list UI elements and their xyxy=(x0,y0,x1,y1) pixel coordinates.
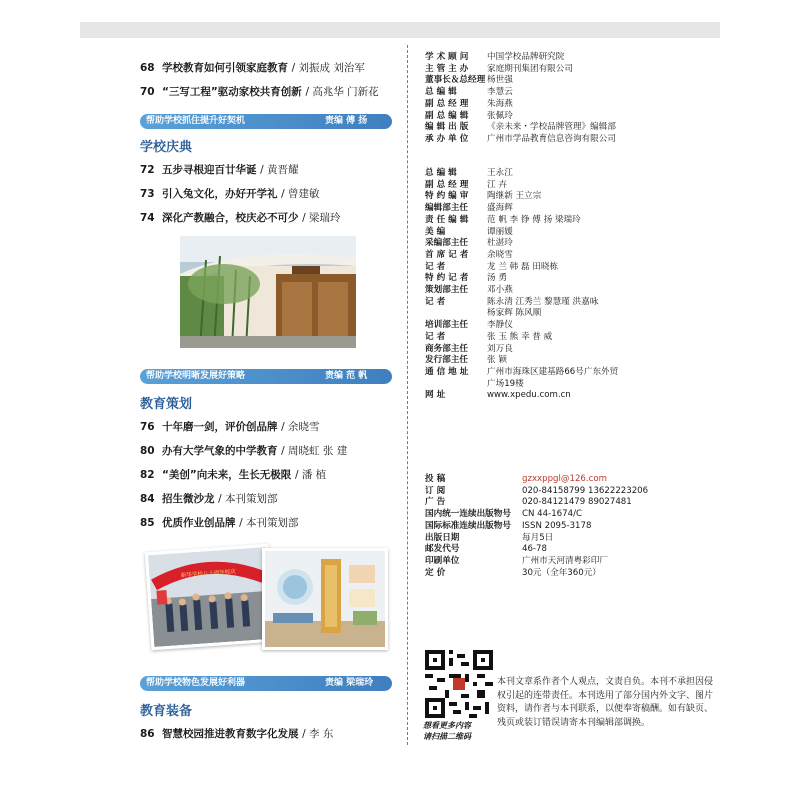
page-number: 85 xyxy=(140,517,155,529)
info-row: 广 告 020-84121479 89027481 xyxy=(425,497,632,508)
article-author: / 李 东 xyxy=(302,728,334,740)
section-title: 学校庆典 xyxy=(140,140,193,155)
article-title: 五步寻根迎百廿华诞 xyxy=(162,164,257,176)
info-row: 邮发代号 46-78 xyxy=(425,544,547,555)
info-row: 投 稿 gzxxppgl@126.com xyxy=(425,474,607,484)
masthead-row: 杨家辉 陈风顺 xyxy=(487,308,542,319)
article-title: 十年磨一剑，评价创品牌 xyxy=(162,421,278,433)
info-row: 国内统一连续出版物号 CN 44-1674/C xyxy=(425,509,582,520)
article-title: 优质作业创品牌 xyxy=(162,517,236,529)
masthead-block-2 xyxy=(425,168,618,402)
masthead-row: 责 任 编 辑 范 帆 李 铮 傅 扬 梁瑞玲 xyxy=(425,214,581,225)
info-row: 定 价 30元（全年360元） xyxy=(425,567,601,578)
masthead-row: 记 者 陈永清 江秀兰 黎慧瑾 洪嘉咏 xyxy=(425,296,599,307)
page-number: 86 xyxy=(140,728,155,740)
banner-text: 新华学校八十周年校庆 xyxy=(180,569,237,579)
article-title: 深化产教融合，校庆必不可少 xyxy=(162,212,299,224)
page-number: 84 xyxy=(140,493,155,505)
article-author: / 本刊策划部 xyxy=(218,493,278,505)
banner-editor: 责编 傅 扬 xyxy=(325,116,368,126)
masthead-row: 承 办 单 位 广州市学品教育信息咨询有限公司 xyxy=(425,133,616,144)
copyright-notice: 本刊文章系作者个人观点，文责自负。本刊不承担因侵权引起的连带责任。本刊选用了部分国内外文字、图片资料，请作者与本刊联系，以便奉寄稿酬。如有缺页、残页或装订错误请寄本刊编辑部调换。 xyxy=(497,677,714,728)
school-building-photo xyxy=(180,236,356,348)
section-title: 教育策划 xyxy=(140,397,193,412)
article-author: / 高兆华 门新花 xyxy=(305,86,379,98)
section-banner xyxy=(140,114,392,129)
masthead-row: 首 席 记 者 余晓雪 xyxy=(425,249,513,260)
toc-item[interactable] xyxy=(140,515,299,530)
masthead-row: 培训部主任 李静仪 xyxy=(425,320,513,331)
banner-label: 帮助学校物色发展好利器 xyxy=(146,678,246,688)
article-title: “美创”向未来，生长无极限 xyxy=(162,469,292,481)
masthead-row: 通 信 地 址 广州市海珠区建基路66号广东外贸 xyxy=(425,366,619,377)
masthead-row: 广场19楼 xyxy=(487,378,524,389)
banner-editor: 责编 范 帆 xyxy=(325,371,368,381)
article-author: / 周晓虹 张 建 xyxy=(281,445,348,457)
masthead-row: 副 总 经 理 江 卉 xyxy=(425,179,507,190)
toc-item[interactable] xyxy=(140,210,341,225)
qr-code[interactable] xyxy=(425,650,493,718)
article-title: “三写工程”驱动家校共育创新 xyxy=(162,86,302,98)
classroom-photo xyxy=(262,548,388,650)
toc-item[interactable] xyxy=(140,162,299,177)
page-number: 73 xyxy=(140,188,155,200)
page-number: 80 xyxy=(140,445,155,457)
article-author: / 本刊策划部 xyxy=(239,517,299,529)
section-title: 教育装备 xyxy=(140,704,193,719)
toc-item[interactable] xyxy=(140,491,278,506)
masthead-row: 副 总 经 理 朱海燕 xyxy=(425,98,513,109)
masthead-row: 记 者 张 玉 熊 幸 普 威 xyxy=(425,331,553,342)
masthead-row: 董事长＆总经理 杨世强 xyxy=(425,75,513,86)
masthead-row: 美 编 谭丽媛 xyxy=(425,226,513,237)
article-title: 招生微沙龙 xyxy=(162,493,215,505)
masthead-row: 编辑部主任 盛海辉 xyxy=(425,203,513,214)
column-divider xyxy=(407,45,408,745)
masthead-row: 主 管 主 办 家庭期刊集团有限公司 xyxy=(425,63,573,74)
toc-item[interactable] xyxy=(140,726,333,741)
page-number: 72 xyxy=(140,164,155,176)
masthead-row: 编 辑 出 版 《亲未来・学校品牌管理》编辑部 xyxy=(425,122,616,133)
info-row: 订 阅 020-84158799 13622223206 xyxy=(425,485,649,496)
article-author: / 刘振成 刘治军 xyxy=(291,62,365,74)
masthead-row: 特 约 记 者 汤 勇 xyxy=(425,273,507,284)
toc-item[interactable] xyxy=(140,419,320,434)
article-author: / 曾建敏 xyxy=(281,188,320,200)
masthead-row: 网 址 www.xpedu.com.cn xyxy=(425,390,571,401)
section-banner xyxy=(140,676,392,691)
banner-label: 帮助学校抓住提升好契机 xyxy=(146,116,246,126)
banner-editor: 责编 梁瑞玲 xyxy=(325,678,374,688)
top-bar xyxy=(80,22,720,38)
masthead-row: 总 编 辑 王永江 xyxy=(425,168,513,178)
page-number: 82 xyxy=(140,469,155,481)
info-row: 出版日期 每月5日 xyxy=(425,532,554,543)
email-link[interactable]: gzxxppgl@126.com xyxy=(522,474,607,484)
masthead-block-1 xyxy=(425,52,616,146)
article-title: 学校教育如何引领家庭教育 xyxy=(162,62,288,74)
masthead-row: 记 者 龙 兰 韩 磊 田晓栋 xyxy=(425,261,559,272)
masthead-row: 商务部主任 刘万良 xyxy=(425,343,513,354)
info-row: 国际标准连续出版物号 ISSN 2095-3178 xyxy=(425,520,592,531)
toc-item[interactable] xyxy=(140,186,320,201)
article-author: / 梁瑞玲 xyxy=(302,212,341,224)
toc-item[interactable] xyxy=(140,60,365,75)
banner-label: 帮助学校明晰发展好策略 xyxy=(146,371,246,381)
masthead-row: 策划部主任 邓小燕 xyxy=(425,285,513,296)
masthead-row: 总 编 辑 李慧云 xyxy=(425,87,513,98)
page-number: 74 xyxy=(140,212,155,224)
section-banner xyxy=(140,369,392,384)
masthead-row: 特 约 编 审 陶继新 王立宗 xyxy=(425,191,542,202)
article-title: 智慧校园推进教育数字化发展 xyxy=(162,728,299,740)
masthead-row: 发行部主任 张 颖 xyxy=(425,355,507,366)
publication-info xyxy=(425,474,648,579)
info-row: 印刷单位 广州市天河清粤彩印厂 xyxy=(425,555,608,566)
page-number: 70 xyxy=(140,86,155,98)
qr-caption: 想看更多内容 请扫描二维码 xyxy=(423,721,471,741)
toc-item[interactable] xyxy=(140,84,379,99)
article-author: / 余晓雪 xyxy=(281,421,320,433)
parade-photo xyxy=(145,544,276,650)
masthead-row: 副 总 编 辑 张佩玲 xyxy=(425,110,513,121)
article-title: 引入兔文化，办好开学礼 xyxy=(162,188,278,200)
page-number: 68 xyxy=(140,62,155,74)
page-number: 76 xyxy=(140,421,155,433)
toc-item[interactable] xyxy=(140,443,347,458)
masthead-row: 学 术 顾 问 中国学校品牌研究院 xyxy=(425,52,565,62)
article-author: / 潘 植 xyxy=(294,469,327,481)
article-title: 办有大学气象的中学教育 xyxy=(162,445,278,457)
toc-item[interactable] xyxy=(140,467,326,482)
masthead-row: 采编部主任 杜湛玲 xyxy=(425,238,513,249)
article-author: / 黄晋耀 xyxy=(260,164,299,176)
